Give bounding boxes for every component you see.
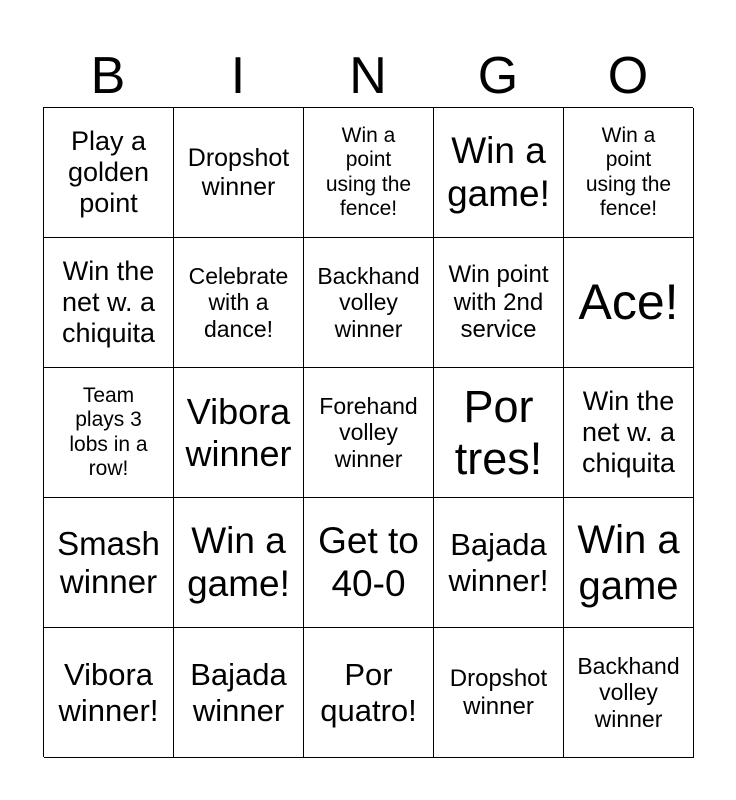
header-letter-o: O	[607, 47, 649, 105]
bingo-cell-text: Win the net w. a chiquita	[581, 385, 676, 479]
bingo-cell[interactable]	[304, 368, 434, 498]
bingo-cell[interactable]	[434, 498, 564, 628]
bingo-cell[interactable]	[304, 238, 434, 368]
bingo-cell[interactable]	[434, 108, 564, 238]
bingo-cell-text: Dropshot winner	[449, 664, 548, 720]
header-letter-b: B	[90, 47, 126, 105]
bingo-cell[interactable]	[564, 498, 694, 628]
header-letter-i: I	[230, 47, 246, 105]
bingo-cell-text: Vibora winner!	[58, 656, 159, 728]
bingo-cell-text: Bajada winner!	[448, 526, 549, 598]
bingo-cell[interactable]	[564, 628, 694, 758]
bingo-cell[interactable]	[44, 238, 174, 368]
bingo-cell[interactable]	[44, 108, 174, 238]
bingo-cell[interactable]	[174, 238, 304, 368]
bingo-cell-text: Play a golden point	[67, 125, 150, 219]
bingo-cell-text: Backhand volley winner	[317, 262, 420, 342]
bingo-cell[interactable]	[174, 368, 304, 498]
bingo-cell-text: Win a game	[577, 517, 680, 608]
bingo-cell[interactable]	[174, 498, 304, 628]
bingo-board	[43, 107, 693, 757]
header-letter-n: N	[349, 47, 387, 105]
bingo-cell-text: Win a point using the fence!	[325, 124, 412, 220]
bingo-cell-text: Ace!	[578, 273, 679, 330]
bingo-cell[interactable]	[44, 498, 174, 628]
bingo-cell-text: Get to 40-0	[318, 519, 419, 604]
bingo-cell[interactable]	[44, 628, 174, 758]
bingo-cell[interactable]	[434, 368, 564, 498]
bingo-cell[interactable]	[304, 498, 434, 628]
bingo-cell[interactable]	[174, 108, 304, 238]
bingo-cell-text: Celebrate with a dance!	[188, 262, 289, 342]
bingo-cell-text: Win the net w. a chiquita	[61, 255, 156, 349]
bingo-cell[interactable]	[434, 628, 564, 758]
bingo-cell[interactable]	[564, 238, 694, 368]
bingo-header	[43, 44, 693, 108]
bingo-cell[interactable]	[304, 108, 434, 238]
bingo-cell-text: Win a game!	[447, 129, 550, 214]
bingo-cell-text: Por tres!	[454, 380, 543, 484]
bingo-cell-text: Por quatro!	[320, 656, 417, 728]
bingo-cell-text: Backhand volley winner	[577, 652, 680, 732]
bingo-cell[interactable]	[304, 628, 434, 758]
bingo-cell-text: Win point with 2nd service	[448, 261, 549, 344]
bingo-cell-text: Win a point using the fence!	[585, 124, 672, 220]
bingo-cell-text: Smash winner	[57, 524, 160, 600]
bingo-cell-text: Forehand volley winner	[319, 392, 418, 472]
bingo-cell[interactable]	[564, 368, 694, 498]
bingo-cell[interactable]	[434, 238, 564, 368]
bingo-cell-text: Win a game!	[187, 519, 290, 604]
bingo-cell-text: Bajada winner	[190, 656, 287, 728]
bingo-cell[interactable]	[174, 628, 304, 758]
bingo-cell[interactable]	[44, 368, 174, 498]
bingo-cell-text: Team plays 3 lobs in a row!	[69, 384, 148, 480]
bingo-cell-text: Vibora winner	[185, 391, 292, 474]
header-letter-g: G	[477, 47, 519, 105]
bingo-cell[interactable]	[564, 108, 694, 238]
bingo-cell-text: Dropshot winner	[187, 143, 290, 201]
